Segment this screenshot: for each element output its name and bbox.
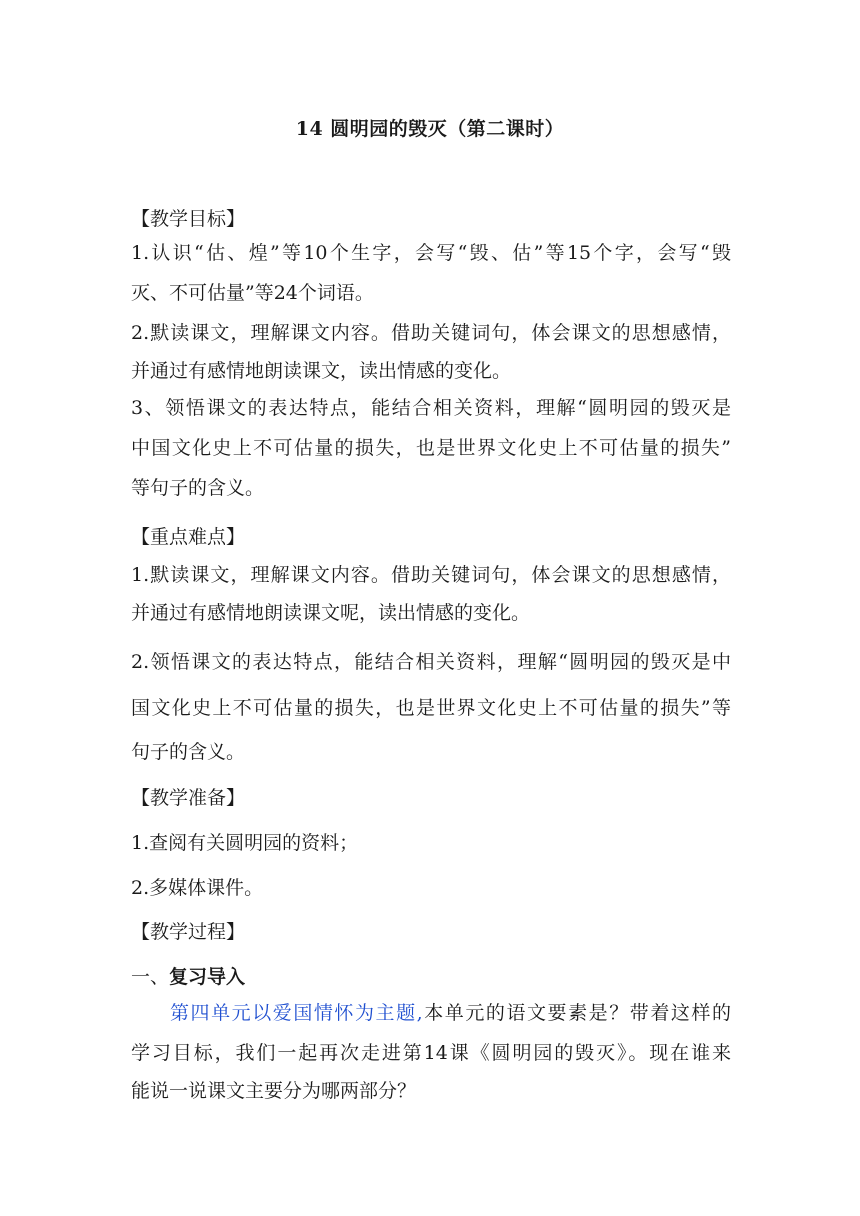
- key-points-line: 2.领悟课文的表达特点，能结合相关资料，理解“圆明园的毁灭是中: [131, 651, 731, 673]
- objectives-line: 并通过有感情地朗读课文，读出情感的变化。: [131, 360, 512, 382]
- key-points-line: 1.默读课文，理解课文内容。借助关键词句，体会课文的思想感情，: [131, 564, 731, 586]
- objectives-line: 1.认识“估、煌”等10个生字，会写“毁、估”等15个字，会写“毁: [131, 242, 731, 264]
- section-heading-key-points: 【重点难点】: [131, 526, 246, 548]
- process-step-heading: [131, 962, 731, 992]
- preparation-line: 1.查阅有关圆明园的资料；: [131, 832, 359, 854]
- process-step-title: 复习导入: [169, 966, 246, 988]
- process-step-number: 一、: [131, 966, 170, 988]
- objectives-line: 等句子的含义。: [131, 477, 265, 499]
- objectives-line: 灭、不可估量”等24个词语。: [131, 282, 374, 304]
- key-points-line: 并通过有感情地朗读课文呢，读出情感的变化。: [131, 602, 531, 624]
- section-heading-preparation: 【教学准备】: [131, 787, 246, 809]
- highlighted-theme-text: 第四单元以爱国情怀为主题,: [170, 1002, 423, 1024]
- objectives-line: 中国文化史上不可估量的损失，也是世界文化史上不可估量的损失”: [131, 437, 731, 459]
- section-heading-objectives: 【教学目标】: [131, 208, 246, 230]
- key-points-line: 国文化史上不可估量的损失，也是世界文化史上不可估量的损失”等: [131, 697, 731, 719]
- process-paragraph-line: 学习目标，我们一起再次走进第14课《圆明园的毁灭》。现在谁来: [131, 1042, 731, 1064]
- objectives-line: 2.默读课文，理解课文内容。借助关键词句，体会课文的思想感情，: [131, 322, 731, 344]
- section-heading-process: 【教学过程】: [131, 921, 246, 943]
- objectives-line: 3、领悟课文的表达特点，能结合相关资料，理解“圆明园的毁灭是: [131, 397, 731, 419]
- preparation-line: 2.多媒体课件。: [131, 877, 264, 899]
- process-paragraph-line: [170, 998, 731, 1028]
- document-title: 14 圆明园的毁灭（第二课时）: [295, 118, 565, 140]
- paragraph-text: 本单元的语文要素是？带着这样的: [422, 1002, 731, 1024]
- key-points-line: 句子的含义。: [131, 741, 246, 763]
- process-paragraph-line: 能说一说课文主要分为哪两部分？: [131, 1080, 417, 1102]
